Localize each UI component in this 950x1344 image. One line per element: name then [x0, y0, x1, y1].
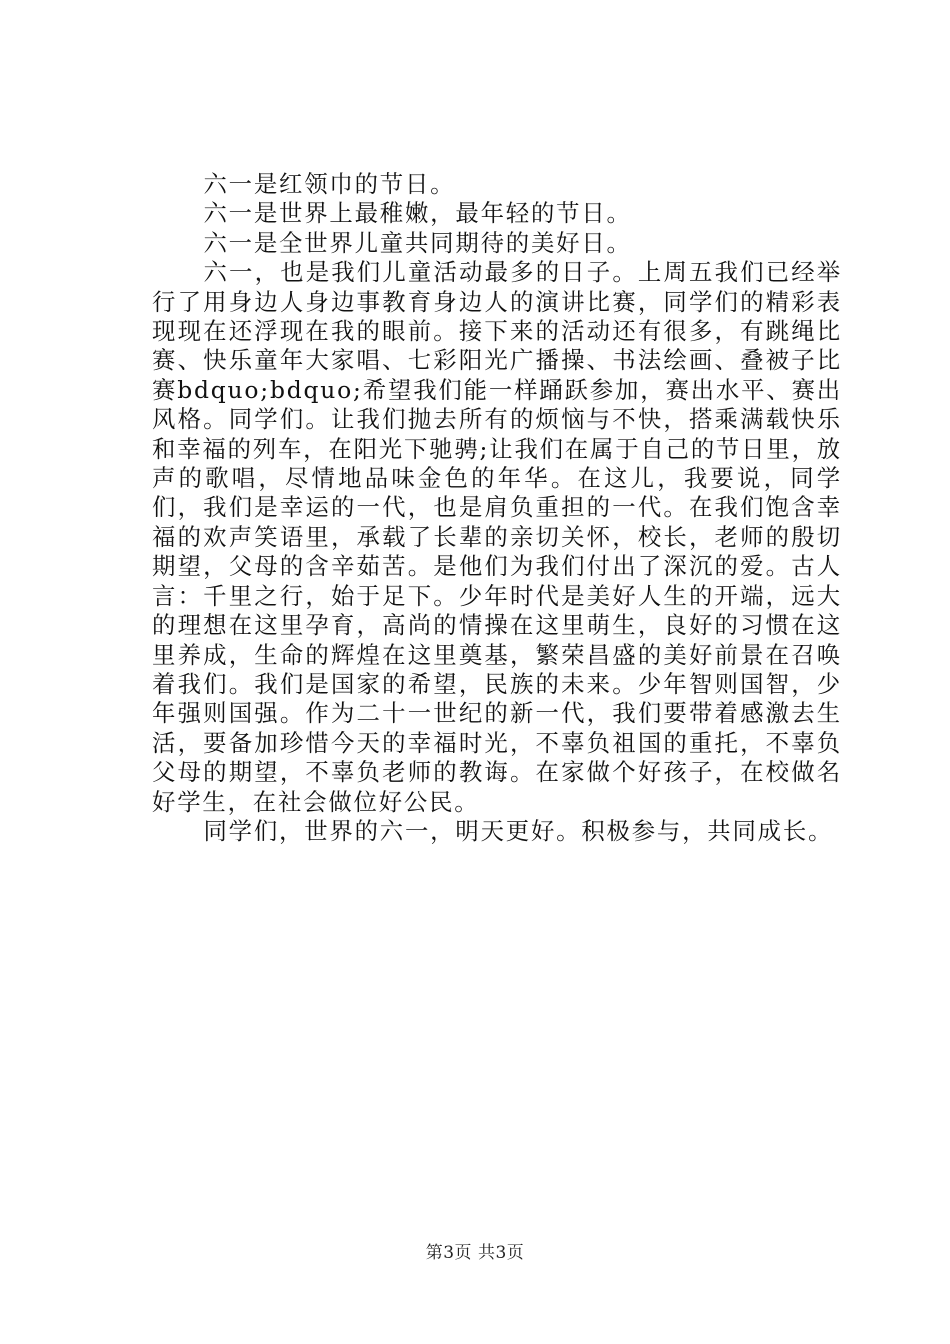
paragraph-5: 同学们，世界的六一，明天更好。积极参与，共同成长。 [203, 816, 834, 845]
paragraph-1: 六一是红领巾的节日。 [203, 170, 456, 198]
page-footer: 第3页 共3页 [425, 1243, 525, 1263]
paragraph-3: 六一是全世界儿童共同期待的美好日。 [203, 228, 632, 257]
paragraph-4: 六一，也是我们儿童活动最多的日子。上周五我们已经举行了用身边人身边事教育身边人的演讲比赛，同学们的精彩表现现在还浮现在我的眼前。接下来的活动还有很多，有跳绳比赛、快乐童年大家唱、七彩阳光广播操、书法绘画、叠被子比赛bdquo;bdquo;希望我们能一样踊跃参加，赛出水平、赛出风格。同学们。让我们抛去所有的烦恼与不快，搭乘满载快乐和幸福的列车，在阳光下驰骋;让我们在属于自己的节日里，放声的歌唱，尽情地品味金色的年华。在这儿，我要说，同学们，我们是幸运的一代，也是肩负重担的一代。在我们饱含幸福的欢声笑语里，承载了长辈的亲切关怀，校长，老师的殷切期望，父母的含辛茹苦。是他们为我们付出了深沉的爱。古人言：千里之行，始于足下。少年时代是美好人生的开端，远大的理想在这里孕育，高尚的情操在这里萌生，良好的习惯在这里养成，生命的辉煌在这里奠基，繁荣昌盛的美好前景在召唤着我们。我们是国家的希望，民族的未来。少年智则国智，少年强则国强。作为二十一世纪的新一代，我们要带着感激去生活，要备加珍惜今天的幸福时光，不辜负祖国的重托，不辜负父母的期望，不辜负老师的教诲。在家做个好孩子，在校做名好学生，在社会做位好公民。 [152, 258, 842, 816]
document-body [152, 170, 842, 846]
paragraph-2: 六一是世界上最稚嫩，最年轻的节日。 [203, 199, 632, 228]
